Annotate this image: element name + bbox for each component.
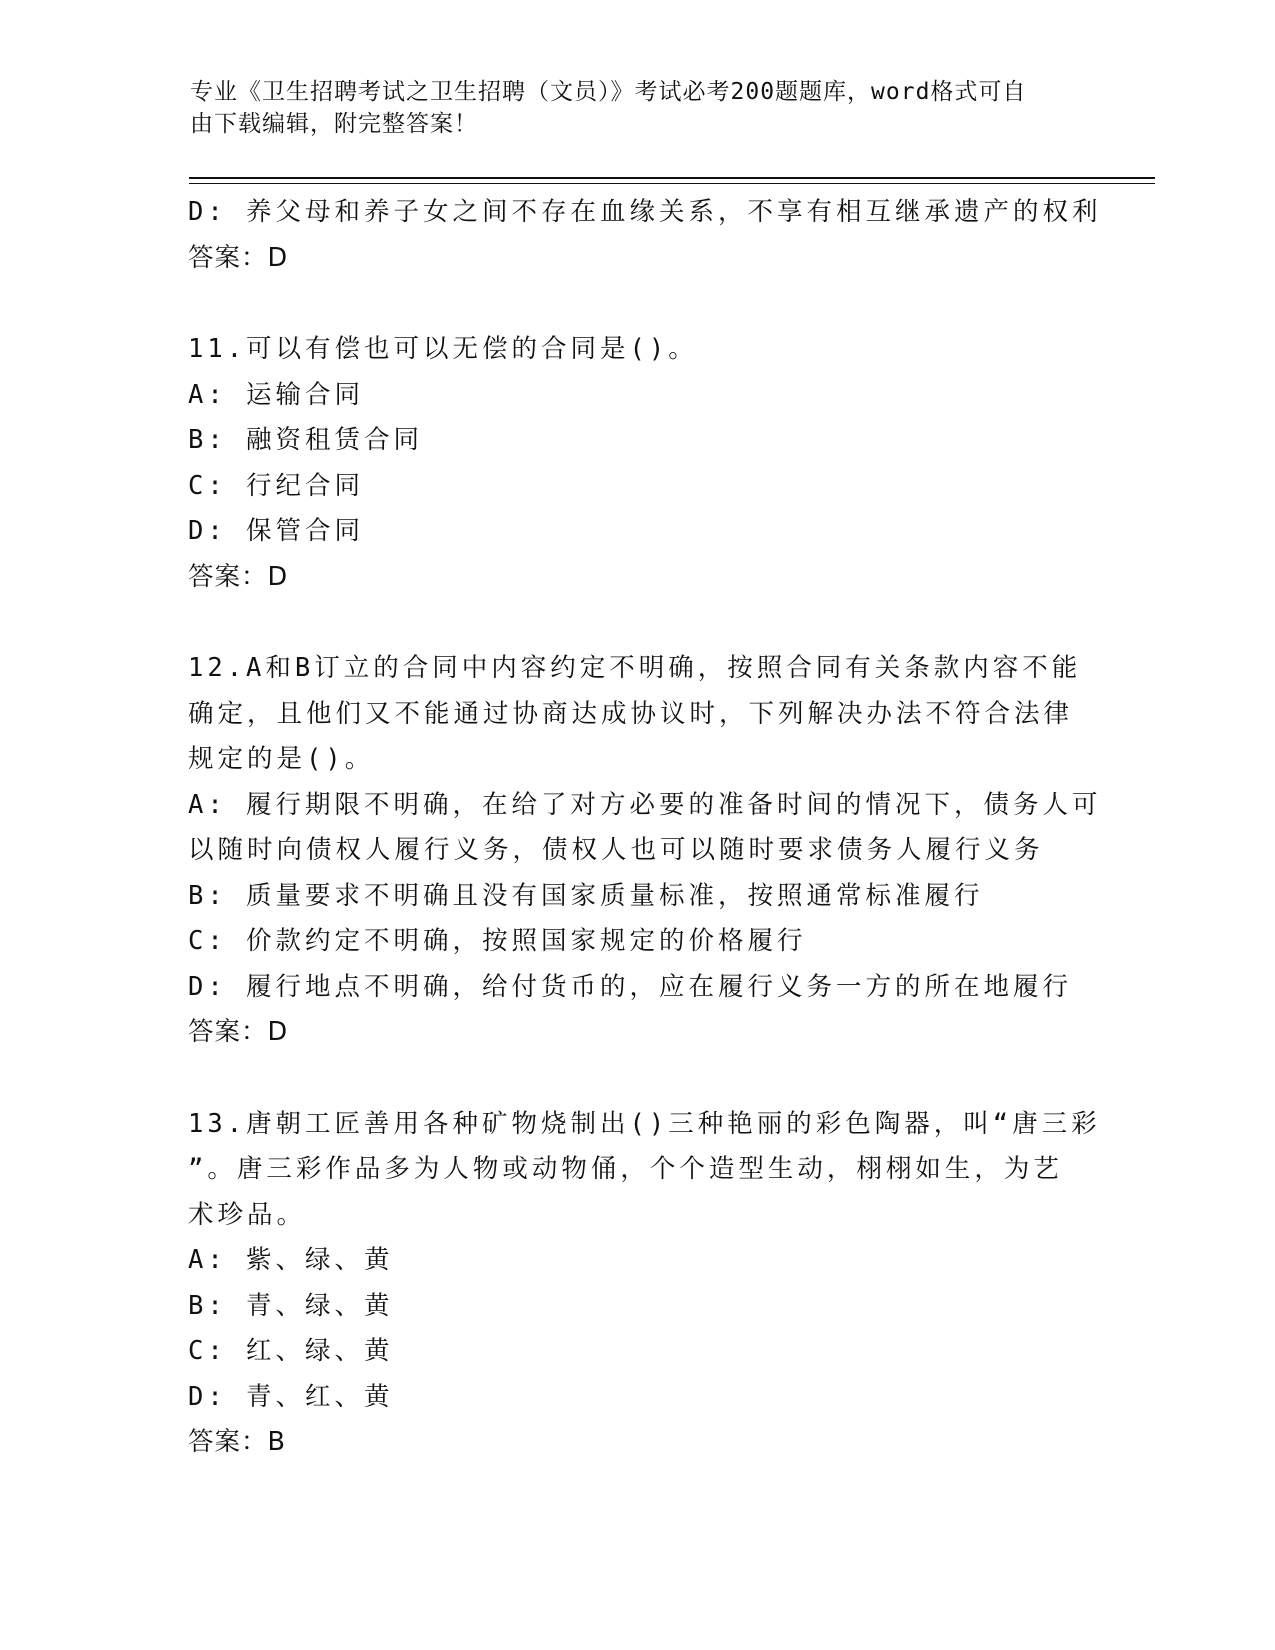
option-a: A: 运输合同 (188, 379, 365, 410)
option-d: D: 保管合同 (188, 516, 365, 546)
header-line-1: 专业《卫生招聘考试之卫生招聘（文员）》考试必考200题题库，word格式可自 (190, 79, 1027, 105)
option-b: B: 融资租赁合同 (188, 425, 424, 455)
question-stem-line-1: 12.A和B订立的合同中内容约定不明确，按照合同有关条款内容不能 (188, 653, 1082, 683)
question-stem-line-3: 规定的是()。 (188, 744, 375, 774)
header-line-2: 由下载编辑，附完整答案！ (190, 111, 478, 137)
option-a-line-2: 以随时向债权人履行义务，债权人也可以随时要求债务人履行义务 (188, 835, 1044, 865)
question-11 (188, 327, 1088, 600)
spacer (188, 1056, 1088, 1102)
question-13 (188, 1102, 1101, 1466)
header-divider-thin (189, 183, 1155, 184)
option-b: B: 质量要求不明确且没有国家质量标准，按照通常标准履行 (188, 880, 984, 911)
spacer (188, 600, 1088, 646)
answer-line: 答案：D (188, 242, 289, 273)
answer-line: 答案：D (188, 1017, 289, 1047)
spacer (188, 281, 1088, 327)
option-c: C: 价款约定不明确，按照国家规定的价格履行 (188, 926, 807, 956)
option-d: D: 养父母和养子女之间不存在血缘关系，不享有相互继承遗产的权利 (188, 197, 1102, 227)
option-d: D: 青、红、黄 (188, 1381, 394, 1412)
answer-line: 答案：B (188, 1427, 286, 1457)
option-c: C: 红、绿、黄 (188, 1336, 394, 1366)
question-list (188, 190, 1102, 1466)
option-b: B: 青、绿、黄 (188, 1290, 394, 1321)
option-a-line-1: A: 履行期限不明确，在给了对方必要的准备时间的情况下，债务人可 (188, 789, 1102, 820)
question-stem-line-2: ”。唐三彩作品多为人物或动物俑，个个造型生动，栩栩如生，为艺 (188, 1154, 1063, 1184)
page-header (190, 76, 1070, 140)
question-stem-line-2: 确定，且他们又不能通过协商达成协议时，下列解决办法不符合法律 (188, 698, 1074, 729)
question-12 (188, 646, 1102, 1056)
previous-question-tail (188, 190, 1102, 281)
option-a: A: 紫、绿、黄 (188, 1245, 394, 1275)
option-d: D: 履行地点不明确，给付货币的，应在履行义务一方的所在地履行 (188, 971, 1073, 1002)
header-divider-thick (189, 177, 1155, 179)
question-stem-line-1: 13.唐朝工匠善用各种矿物烧制出()三种艳丽的彩色陶器，叫“唐三彩 (188, 1108, 1101, 1139)
option-c: C: 行纪合同 (188, 470, 365, 501)
question-stem: 11.可以有偿也可以无偿的合同是()。 (188, 334, 698, 364)
answer-line: 答案：D (188, 561, 289, 592)
question-stem-line-3: 术珍品。 (188, 1199, 307, 1230)
